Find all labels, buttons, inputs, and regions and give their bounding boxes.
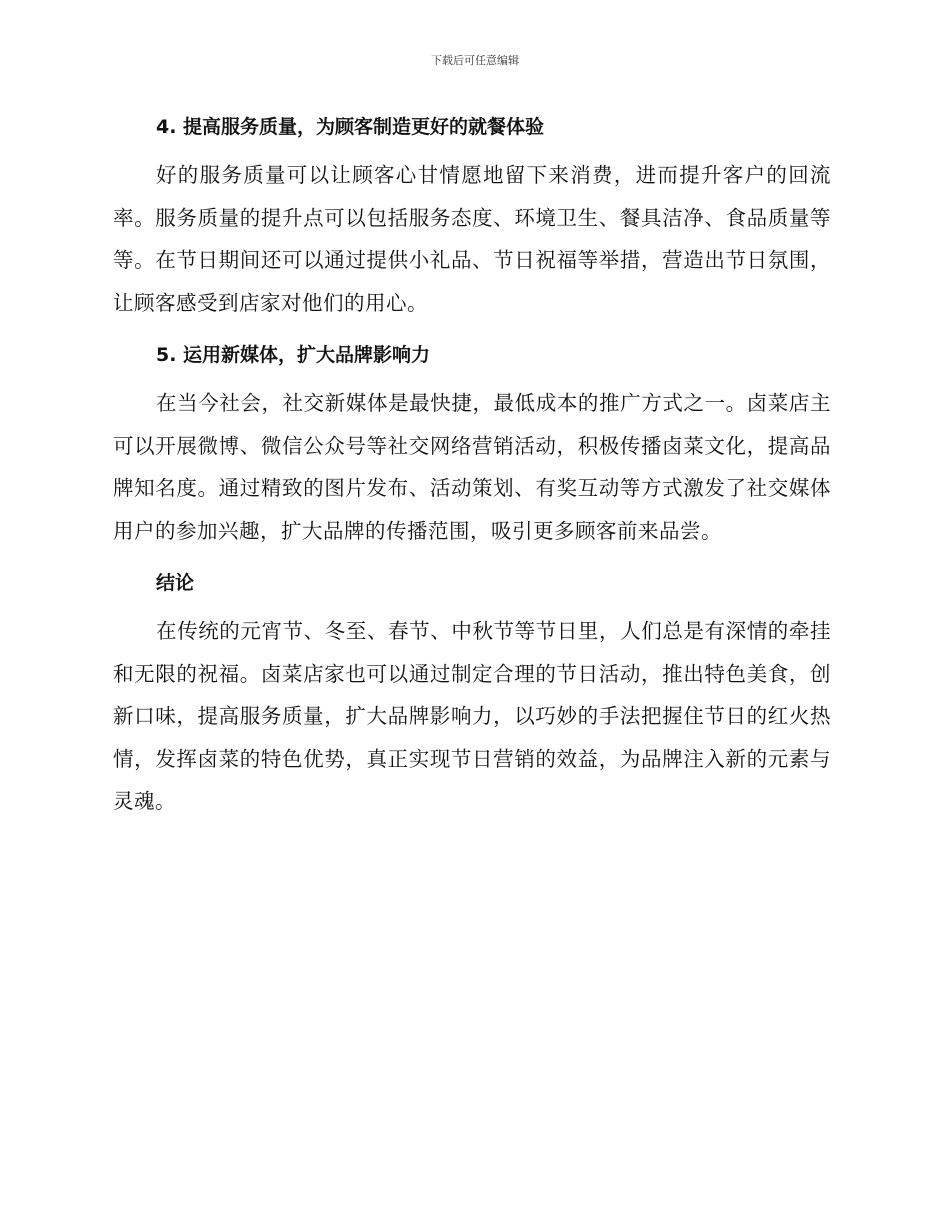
section-conclusion (113, 566, 831, 823)
section-new-media (113, 338, 831, 552)
section-heading: 4. 提高服务质量，为顾客制造更好的就餐体验 (156, 116, 545, 138)
body-paragraph: 在当今社会，社交新媒体是最快捷，最低成本的推广方式之一。卤菜店主可以开展微博、微信公众号等社交网络营销活动，积极传播卤菜文化，提高品牌知名度。通过精致的图片发布、活动策划、有奖互动等方式激发了社交媒体用户的参加兴趣，扩大品牌的传播范围，吸引更多顾客前来品尝。 (113, 391, 831, 543)
body-paragraph: 在传统的元宵节、冬至、春节、中秋节等节日里，人们总是有深情的牵挂和无限的祝福。卤菜店家也可以通过制定合理的节日活动，推出特色美食，创新口味，提高服务质量，扩大品牌影响力，以巧妙的手法把握住节日的红火热情，发挥卤菜的特色优势，真正实现节日营销的效益，为品牌注入新的元素与灵魂。 (113, 619, 831, 813)
section-service-quality (113, 110, 831, 324)
document-body (113, 110, 831, 837)
section-heading: 5. 运用新媒体，扩大品牌影响力 (156, 344, 431, 366)
section-heading: 结论 (156, 572, 195, 594)
page-header: 下载后可任意编辑 (431, 54, 519, 67)
body-paragraph: 好的服务质量可以让顾客心甘情愿地留下来消费，进而提升客户的回流率。服务质量的提升点可以包括服务态度、环境卫生、餐具洁净、食品质量等等。在节日期间还可以通过提供小礼品、节日祝福等举措，营造出节日氛围，让顾客感受到店家对他们的用心。 (113, 163, 831, 315)
